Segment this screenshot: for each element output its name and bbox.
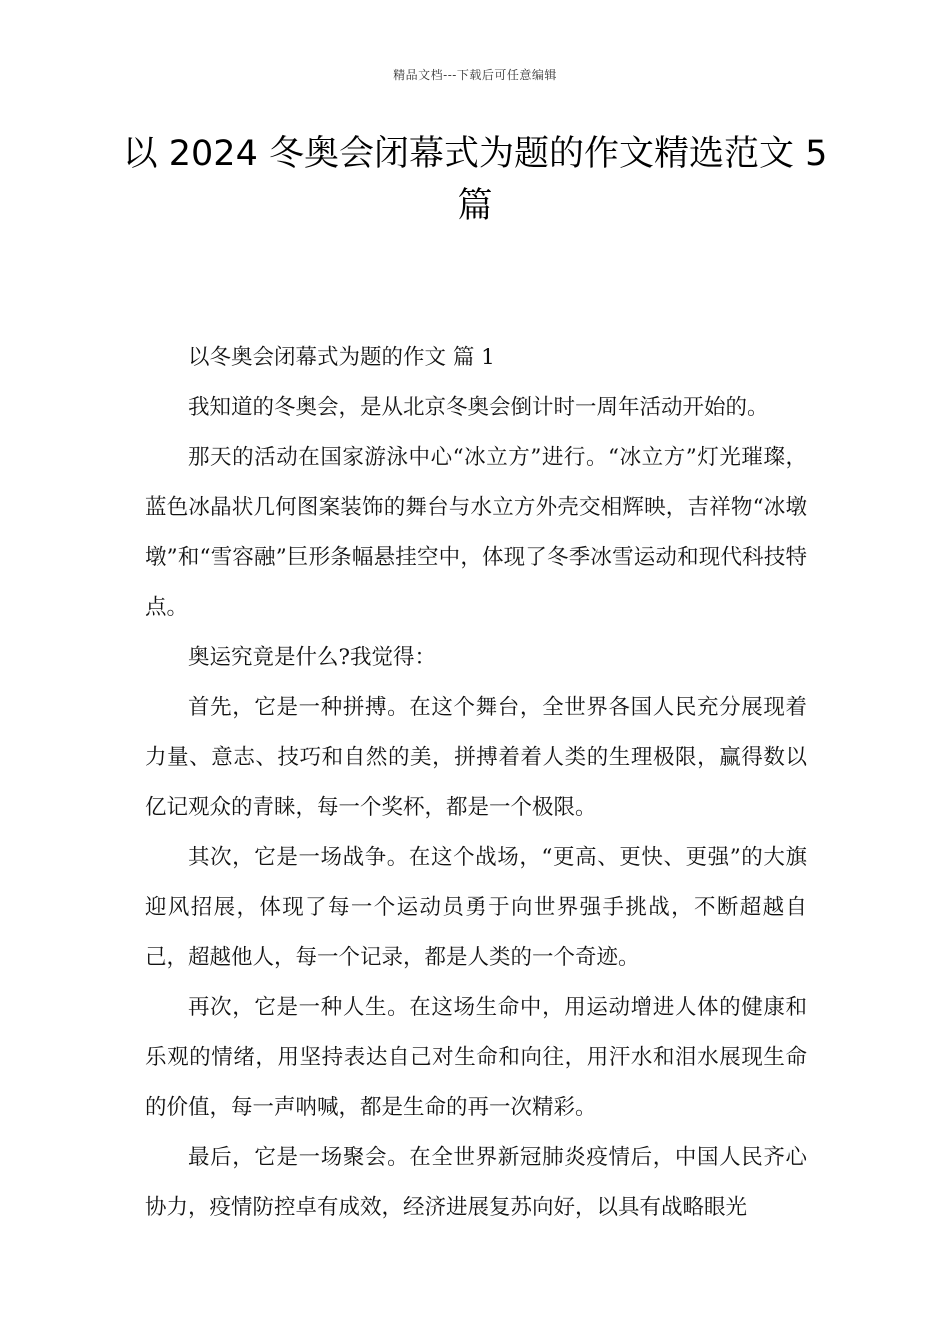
header-note: 精品文档---下载后可任意编辑 [393,68,557,82]
section-heading: 以冬奥会闭幕式为题的作文 篇 1 [188,345,495,370]
document-title: 以 2024 冬奥会闭幕式为题的作文精选范文 5 篇 [122,134,828,226]
paragraph: 再次，它是一种人生。在这场生命中，用运动增进人体的健康和乐观的情绪，用坚持表达自己对生命和向往，用汗水和泪水展现生命的价值，每一声呐喊，都是生命的再一次精彩。 [145,995,807,1120]
paragraph: 我知道的冬奥会，是从北京冬奥会倒计时一周年活动开始的。 [188,395,769,420]
document-body [145,333,807,1233]
paragraph: 奥运究竟是什么?我觉得： [188,645,437,670]
paragraph: 最后，它是一场聚会。在全世界新冠肺炎疫情后，中国人民齐心协力，疫情防控卓有成效，经济进展复苏向好，以具有战略眼光 [145,1145,807,1220]
paragraph: 首先，它是一种拼搏。在这个舞台，全世界各国人民充分展现着力量、意志、技巧和自然的美，拼搏着着人类的生理极限，赢得数以亿记观众的青睐，每一个奖杯，都是一个极限。 [145,695,807,820]
paragraph: 其次，它是一场战争。在这个战场，“更高、更快、更强”的大旗迎风招展，体现了每一个运动员勇于向世界强手挑战，不断超越自己，超越他人，每一个记录，都是人类的一个奇迹。 [145,845,807,970]
paragraph: 那天的活动在国家游泳中心“冰立方”进行。“冰立方”灯光璀璨，蓝色冰晶状几何图案装饰的舞台与水立方外壳交相辉映，吉祥物“冰墩墩”和“雪容融”巨形条幅悬挂空中，体现了冬季冰雪运动和现代科技特点。 [145,445,807,620]
